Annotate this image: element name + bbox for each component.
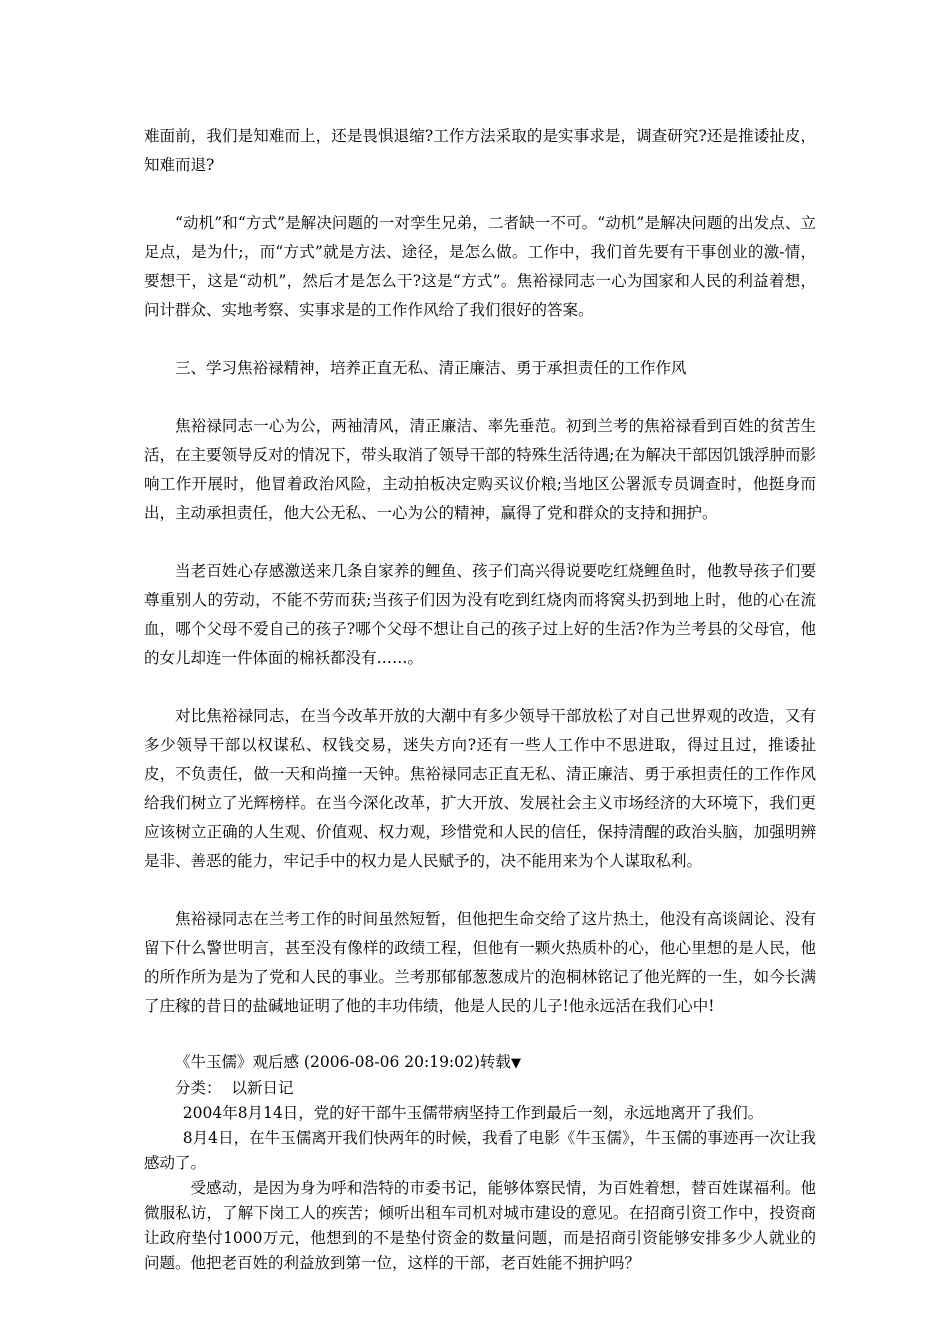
- blog-title-text: 《牛玉儒》观后感 (2006-08-06 20:19:02)转载: [175, 1053, 511, 1071]
- paragraph-gap: [144, 1021, 816, 1050]
- paragraph-continuation: 难面前，我们是知难而上，还是畏惧退缩?工作方法采取的是实事求是，调查研究?还是推诿扯皮，知难而退?: [144, 127, 816, 174]
- paragraph-carp-story: 当老百姓心存感激送来几条自家养的鲤鱼、孩子们高兴得说要吃红烧鲤鱼时，他教导孩子们要尊重别人的劳动，不能不劳而获;当孩子们因为没有吃到红烧肉而将窝头扔到地上时，他的心在流血，哪个父母不爱自己的孩子?哪个父母不想让自己的孩子过上好的生活?作为兰考县的父母官，他的女儿却连一件体面的棉袄都没有……。: [144, 562, 816, 667]
- blog-paragraph-moved: 受感动，是因为身为呼和浩特的市委书记，能够体察民情，为百姓着想，替百姓谋福利。他微服私访，了解下岗工人的疾苦；倾听出租车司机对城市建设的意见。在招商引资工作中，投资商让政府垫付1000万元，他想到的不是垫付资金的数量问题，而是招商引资能够安排多少人就业的问题。他把老百姓的利益放到第一位，这样的干部，老百姓能不拥护吗？: [144, 1179, 816, 1272]
- blog-paragraph-date: 2004年8月14日，党的好干部牛玉儒带病坚持工作到最后一刻，永远地离开了我们。: [182, 1104, 764, 1122]
- paragraph-gap: [144, 528, 816, 557]
- document-page: [144, 122, 816, 1276]
- category-link[interactable]: 以新日记: [231, 1079, 294, 1097]
- paragraph-conclusion: 焦裕禄同志在兰考工作的时间虽然短暂，但他把生命交给了这片热土，他没有高谈阔论、没有留下什么警世明言，甚至没有像样的政绩工程，但他有一颗火热质朴的心，他心里想的是人民，他的所作所为是为了党和人民的事业。兰考那郁郁葱葱成片的泡桐林铭记了他光辉的一生，如今长满了庄稼的昔日的盐碱地证明了他的丰功伟绩，他是人民的儿子!他永远活在我们心中!: [144, 910, 816, 1015]
- paragraph-selfless: 焦裕禄同志一心为公，两袖清风，清正廉洁、率先垂范。初到兰考的焦裕禄看到百姓的贫苦生活，在主要领导反对的情况下，带头取消了领导干部的特殊生活待遇;在为解决干部因饥饿浮肿而影响工作开展时，他冒着政治风险，主动拍板决定购买议价粮;当地区公署派专员调查时，他挺身而出，主动承担责任，他大公无私、一心为公的精神，赢得了党和群众的支持和拥护。: [144, 417, 816, 522]
- category-label: 分类：: [175, 1079, 222, 1097]
- blog-post-title: [144, 1050, 816, 1076]
- section-heading-3: 三、学习焦裕禄精神，培养正直无私、清正廉洁、勇于承担责任的工作作风: [175, 359, 687, 377]
- expand-triangle-icon[interactable]: ▼: [510, 1056, 521, 1071]
- paragraph-comparison: 对比焦裕禄同志，在当今改革开放的大潮中有多少领导干部放松了对自己世界观的改造，又有多少领导干部以权谋私、权钱交易，迷失方向?还有一些人工作中不思进取，得过且过，推诿扯皮，不负责任，做一天和尚撞一天钟。焦裕禄同志正直无私、清正廉洁、勇于承担责任的工作作风给我们树立了光辉榜样。在当今深化改革，扩大开放、发展社会主义市场经济的大环境下，我们更应该树立正确的人生观、价值观、权力观，珍惜党和人民的信任，保持清醒的政治头脑，加强明辨是非、善恶的能力，牢记手中的权力是人民赋予的，决不能用来为个人谋取私利。: [144, 707, 816, 870]
- blog-paragraph-movie: 8月4日，在牛玉儒离开我们快两年的时候，我看了电影《牛玉儒》，牛玉儒的事迹再一次让我感动了。: [144, 1129, 816, 1172]
- paragraph-gap: [144, 180, 816, 209]
- paragraph-gap: [144, 383, 816, 412]
- paragraph-gap: [144, 673, 816, 702]
- paragraph-gap: [144, 876, 816, 905]
- paragraph-motive-method: “动机”和“方式”是解决问题的一对孪生兄弟，二者缺一不可。“动机”是解决问题的出发点、立足点，是为什;，而“方式”就是方法、途径，是怎么做。工作中，我们首先要有干事创业的激-情，要想干，这是“动机”，然后才是怎么干?这是“方式”。焦裕禄同志一心为国家和人民的利益着想，问计群众、实地考察、实事求是的工作作风给了我们很好的答案。: [144, 214, 816, 319]
- blog-category: [144, 1076, 816, 1101]
- paragraph-gap: [144, 325, 816, 354]
